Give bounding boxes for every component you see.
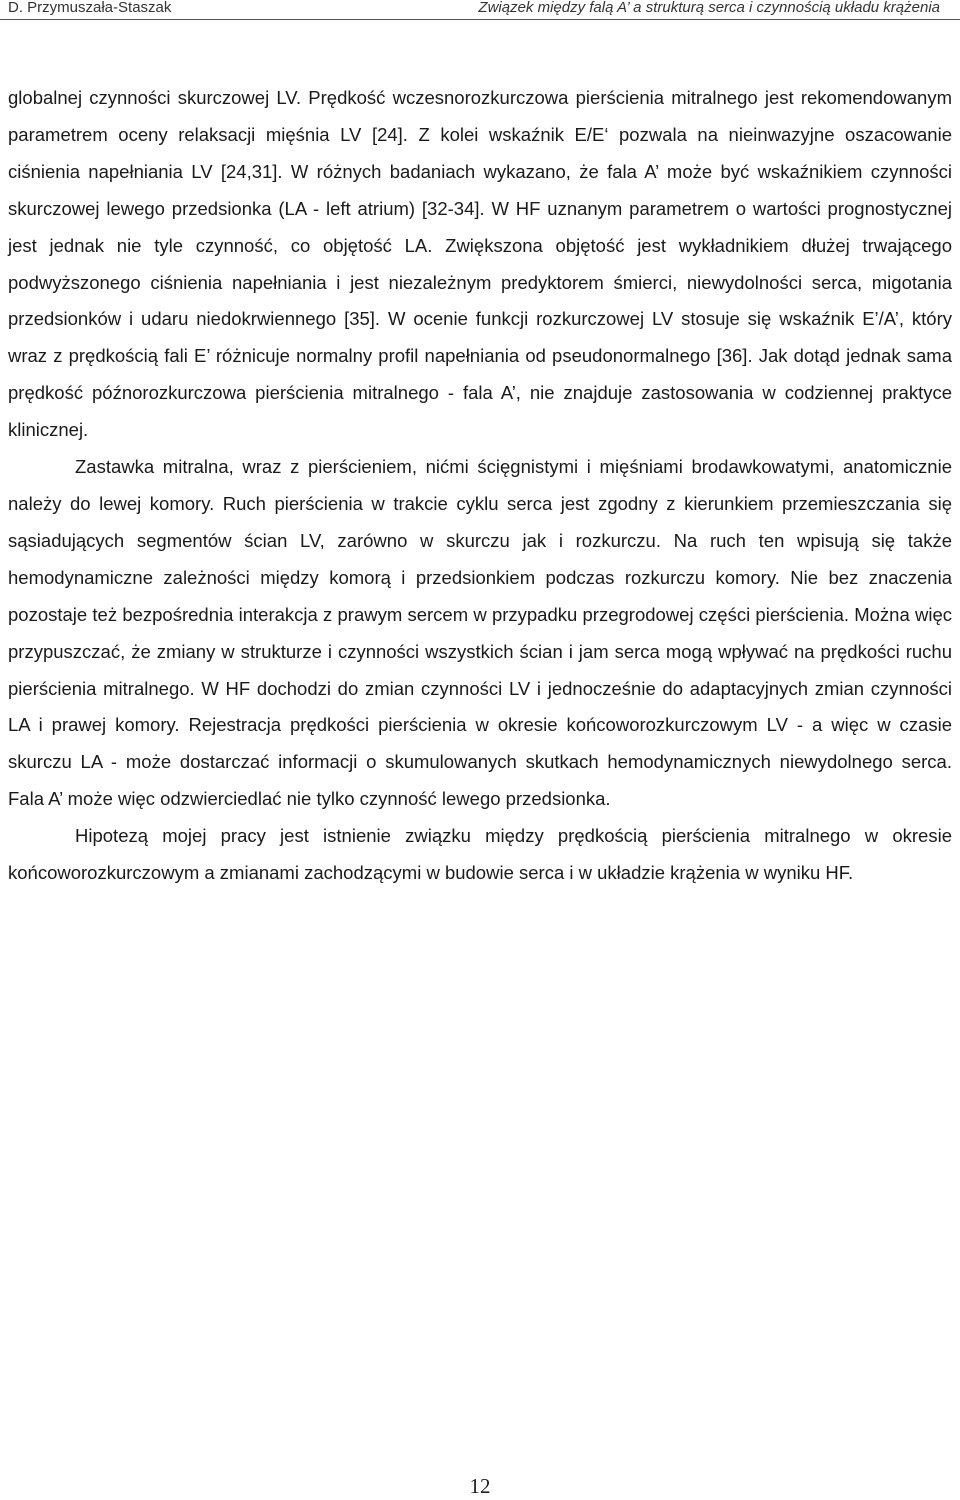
body-text — [8, 80, 952, 892]
page-number: 12 — [469, 1474, 491, 1498]
header-author: D. Przymuszała-Staszak — [8, 0, 172, 16]
paragraph-1: globalnej czynności skurczowej LV. Prędkość wczesnorozkurczowa pierścienia mitralnego jest rekomendowanym parametrem oceny relaksacji mięśnia LV [24]. Z kolei wskaźnik E/E‘ pozwala na nieinwazyjne oszacowanie ciśnienia napełniania LV [24,31]. W różnych badaniach wykazano, że fala A’ może być wskaźnikiem czynności skurczowej lewego przedsionka (LA - left atrium) [32-34]. W HF uznanym parametrem o wartości prognostycznej jest jednak nie tyle czynność, co objętość LA. Zwiększona objętość jest wykładnikiem dłużej trwającego podwyższonego ciśnienia napełniania i jest niezależnym predyktorem śmierci, niewydolności serca, migotania przedsionków i udaru niedokrwiennego [35]. W ocenie funkcji rozkurczowej LV stosuje się wskaźnik E’/A’, który wraz z prędkością fali E’ różnicuje normalny profil napełniania od pseudonormalnego [36]. Jak dotąd jednak sama prędkość późnorozkurczowa pierścienia mitralnego - fala A’, nie znajduje zastosowania w codziennej praktyce klinicznej. — [8, 87, 952, 441]
paragraph-3: Hipotezą mojej pracy jest istnienie związku między prędkością pierścienia mitralnego w okresie końcoworozkurczowym a zmianami zachodzącymi w budowie serca i w układzie krążenia w wyniku HF. — [8, 825, 952, 884]
running-header — [0, 0, 960, 20]
header-title: Związek między falą A’ a strukturą serca i czynnością układu krążenia — [478, 0, 940, 16]
paragraph-2: Zastawka mitralna, wraz z pierścieniem, nićmi ścięgnistymi i mięśniami brodawkowatymi, anatomicznie należy do lewej komory. Ruch pierścienia w trakcie cyklu serca jest zgodny z kierunkiem przemieszczania się sąsiadujących segmentów ścian LV, zarówno w skurczu jak i rozkurczu. Na ruch ten wpisują się także hemodynamiczne zależności między komorą i przedsionkiem podczas rozkurczu komory. Nie bez znaczenia pozostaje też bezpośrednia interakcja z prawym sercem w przypadku przegrodowej części pierścienia. Można więc przypuszczać, że zmiany w strukturze i czynności wszystkich ścian i jam serca mogą wpływać na prędkości ruchu pierścienia mitralnego. W HF dochodzi do zmian czynności LV i jednocześnie do adaptacyjnych zmian czynności LA i prawej komory. Rejestracja prędkości pierścienia w okresie końcoworozkurczowym LV - a więc w czasie skurczu LA - może dostarczać informacji o skumulowanych skutkach hemodynamicznych niewydolnego serca. Fala A’ może więc odzwierciedlać nie tylko czynność lewego przedsionka. — [8, 456, 952, 810]
